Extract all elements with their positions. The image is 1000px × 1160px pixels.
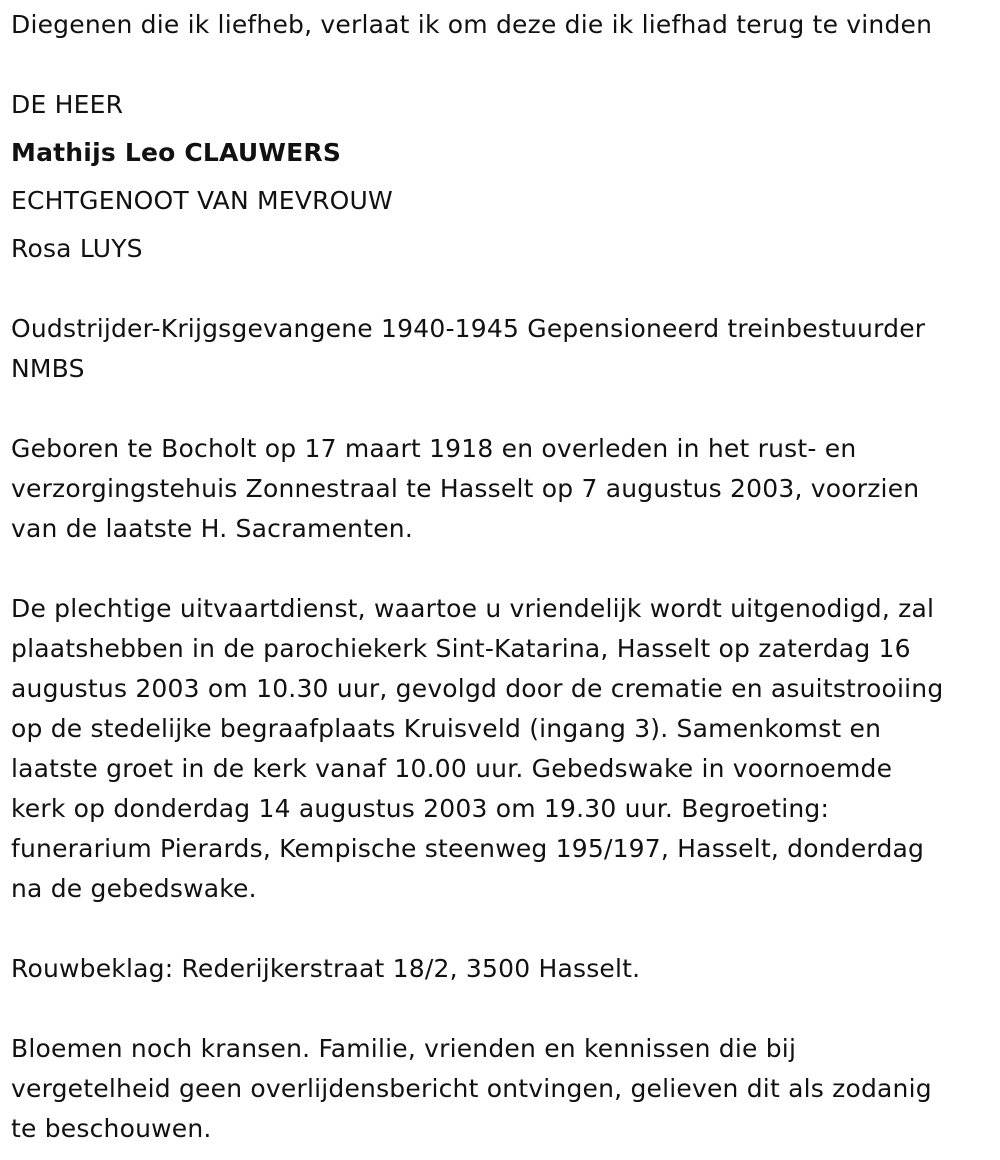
funeral-line: laatste groet in de kerk vanaf 10.00 uur. Gebedswake in voornoemde xyxy=(11,754,893,783)
honorific-title: DE HEER xyxy=(11,90,124,119)
closing-line: vergetelheid geen overlijdensbericht ontvingen, gelieven dit als zodanig xyxy=(11,1074,932,1103)
spouse-name: Rosa LUYS xyxy=(11,234,143,263)
deceased-name: Mathijs Leo CLAUWERS xyxy=(11,138,342,167)
funeral-line: na de gebedswake. xyxy=(11,874,257,903)
funeral-line: kerk op donderdag 14 augustus 2003 om 19.30 uur. Begroeting: xyxy=(11,794,830,823)
birth-death-line: van de laatste H. Sacramenten. xyxy=(11,514,413,543)
closing-line: Bloemen noch kransen. Familie, vrienden en kennissen die bij xyxy=(11,1034,797,1063)
spouse-label: ECHTGENOOT VAN MEVROUW xyxy=(11,186,393,215)
funeral-line: op de stedelijke begraafplaats Kruisveld (ingang 3). Samenkomst en xyxy=(11,714,882,743)
funeral-line: plaatshebben in de parochiekerk Sint-Katarina, Hasselt op zaterdag 16 xyxy=(11,634,911,663)
birth-death-line: Geboren te Bocholt op 17 maart 1918 en overleden in het rust- en xyxy=(11,434,857,463)
funeral-line: funerarium Pierards, Kempische steenweg 195/197, Hasselt, donderdag xyxy=(11,834,925,863)
closing-line: te beschouwen. xyxy=(11,1114,212,1143)
occupation-line: Oudstrijder-Krijgsgevangene 1940-1945 Gepensioneerd treinbestuurder xyxy=(11,314,926,343)
birth-death-line: verzorgingstehuis Zonnestraal te Hasselt op 7 augustus 2003, voorzien xyxy=(11,474,920,503)
condolence-address: Rouwbeklag: Rederijkerstraat 18/2, 3500 Hasselt. xyxy=(11,954,641,983)
funeral-line: augustus 2003 om 10.30 uur, gevolgd door de crematie en asuitstrooiing xyxy=(11,674,944,703)
funeral-line: De plechtige uitvaartdienst, waartoe u vriendelijk wordt uitgenodigd, zal xyxy=(11,594,935,623)
occupation-line: NMBS xyxy=(11,354,85,383)
motto: Diegenen die ik liefheb, verlaat ik om deze die ik liefhad terug te vinden xyxy=(11,10,933,39)
